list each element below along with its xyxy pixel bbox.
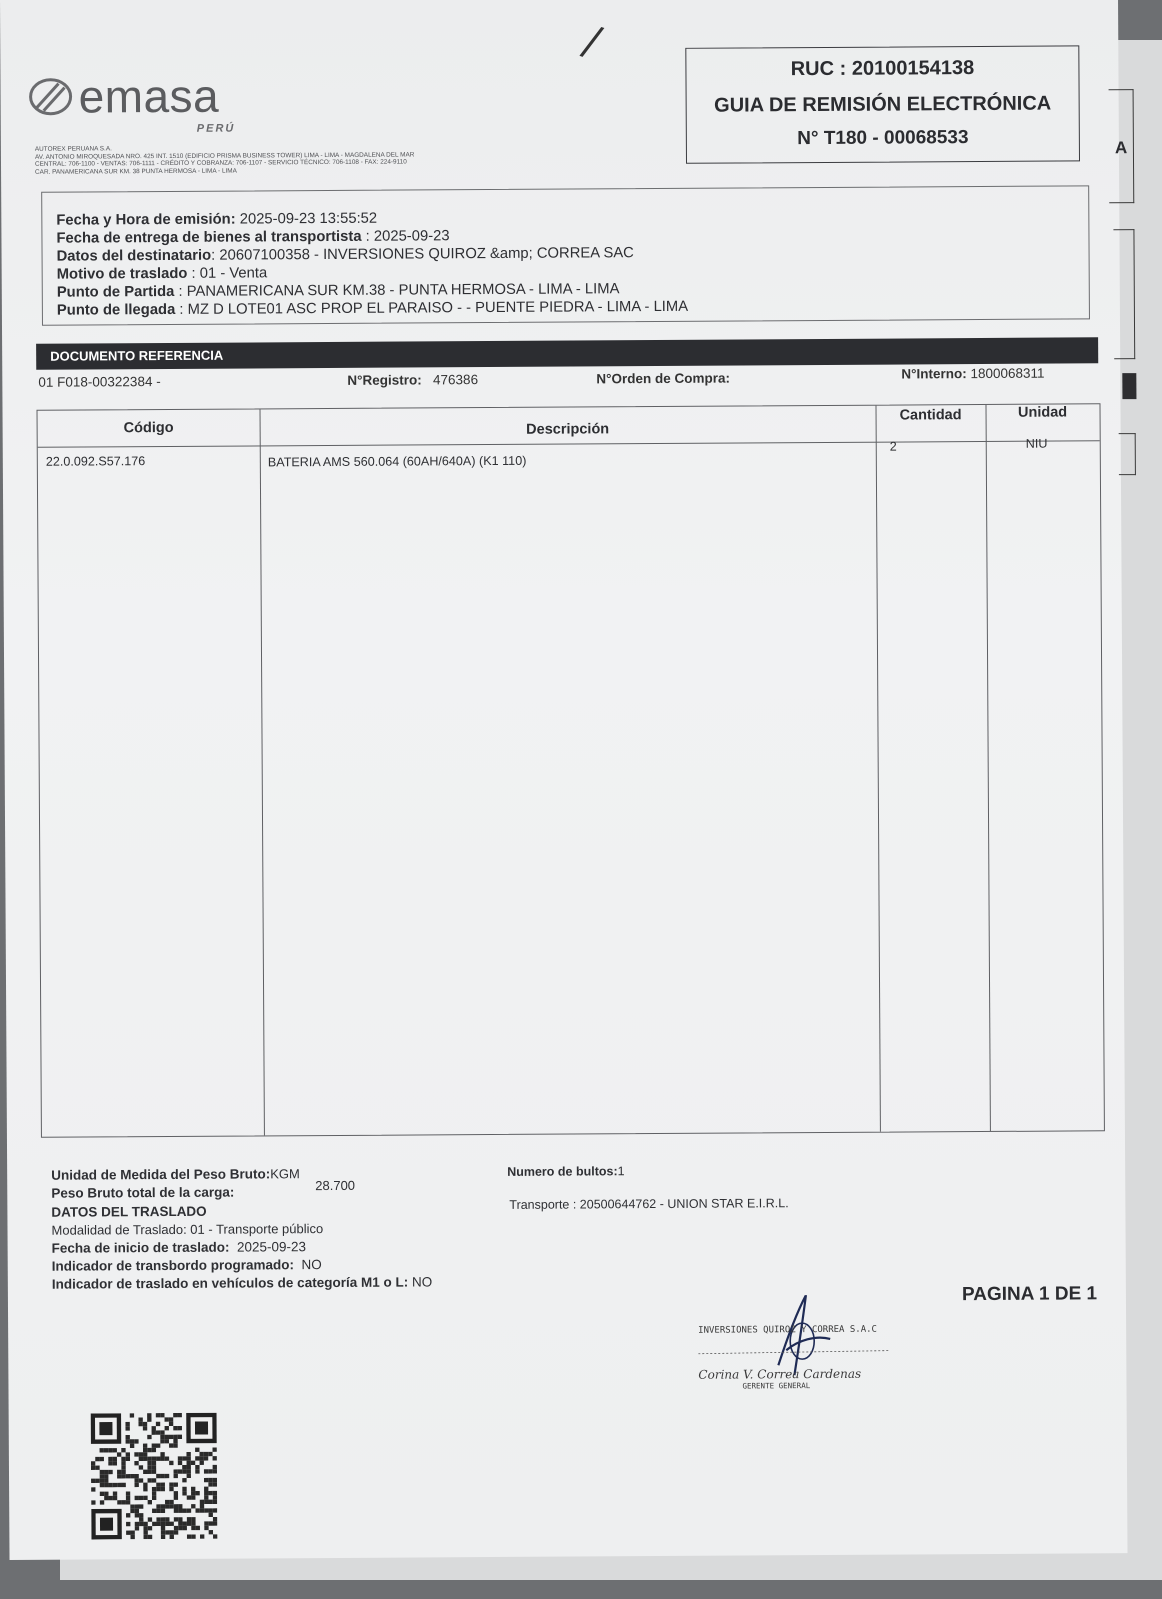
llegada-label: Punto de llegada	[56, 301, 176, 319]
categoria-label: Indicador de traslado en vehículos de categoría M1 o L:	[51, 1274, 409, 1292]
stamp-company: INVERSIONES QUIROZ Y CORREA S.A.C	[698, 1324, 877, 1336]
motivo-value: : 01 - Venta	[187, 265, 268, 282]
side-bracket	[1119, 433, 1136, 475]
column-divider	[875, 406, 880, 1132]
partida-value: : PANAMERICANA SUR KM.38 - PUNTA HERMOSA - LIMA - LIMA	[174, 281, 620, 300]
stamp-signer-role: GERENTE GENERAL	[742, 1381, 811, 1391]
destinatario-value: : 20607100358 - INVERSIONES QUIROZ &amp; CORREA SAC	[211, 245, 634, 264]
fecha-entrega-value: : 2025-09-23	[361, 228, 450, 245]
registro-field	[347, 372, 478, 388]
categoria-value: NO	[411, 1274, 433, 1290]
peso-bruto-value: 28.700	[315, 1177, 356, 1194]
table-header-divider	[38, 440, 1100, 447]
document-type: GUIA DE REMISIÓN ELECTRÓNICA	[714, 92, 1052, 117]
registro-label: N°Registro:	[347, 372, 422, 388]
company-address	[35, 142, 635, 176]
orden-compra-field	[596, 371, 730, 387]
inicio-traslado-value: 2025-09-23	[236, 1239, 307, 1255]
categoria-row	[52, 1274, 432, 1291]
company-name: AUTOREX PERUANA S.A.	[34, 145, 112, 153]
document-number: N° T180 - 00068533	[797, 127, 969, 150]
unidad-peso-value: KGM	[270, 1166, 300, 1182]
documento-referencia-title: DOCUMENTO REFERENCIA	[50, 347, 224, 364]
transporte: Transporte : 20500644762 - UNION STAR E.I.R.L.	[509, 1196, 789, 1212]
bultos-label: Numero de bultos:	[507, 1164, 618, 1179]
row-cantidad: 2	[889, 439, 897, 454]
bultos-value: 1	[617, 1164, 625, 1179]
pen-check-mark: /	[577, 15, 608, 67]
reference-document: 01 F018-00322384 -	[38, 374, 161, 390]
row-unidad: NIU	[1025, 436, 1048, 451]
datos-traslado-title: DATOS DEL TRASLADO	[51, 1203, 207, 1220]
motivo-label: Motivo de traslado	[56, 265, 188, 283]
peso-bruto-label: Peso Bruto total de la carga:	[51, 1184, 235, 1201]
orden-compra-label: N°Orden de Compra:	[596, 370, 731, 387]
company-address-line: AV. ANTONIO MIROQUESADA NRO. 425 INT. 1510 (EDIFICIO PRISMA BUSINESS TOWER) LIMA - LIMA - MAGDALENA DEL MAR	[34, 150, 415, 161]
modalidad-traslado: Modalidad de Traslado: 01 - Transporte público	[51, 1221, 324, 1238]
side-tab-mark	[1122, 373, 1136, 399]
page-number: PAGINA 1 DE 1	[961, 1283, 1098, 1306]
company-warehouse: CAR. PANAMERICANA SUR KM. 38 PUNTA HERMOSA - LIMA - LIMA	[35, 167, 237, 176]
registro-value: 476386	[432, 372, 479, 388]
header-cantidad: Cantidad	[899, 407, 962, 424]
fecha-entrega-row	[56, 228, 449, 246]
emasa-logo-icon	[28, 78, 72, 116]
signature-stamp	[698, 1294, 919, 1415]
motivo-row	[57, 265, 268, 282]
interno-field	[901, 366, 1044, 382]
unidad-peso-label: Unidad de Medida del Peso Bruto:	[51, 1166, 271, 1183]
items-table	[37, 403, 1105, 1137]
interno-label: N°Interno:	[901, 366, 967, 382]
transbordo-label: Indicador de transbordo programado:	[51, 1257, 295, 1274]
qr-code-icon	[91, 1413, 218, 1540]
header-unidad: Unidad	[1017, 404, 1068, 421]
ruc-box	[685, 45, 1080, 163]
handwritten-signature-icon	[698, 1294, 919, 1415]
bultos-row	[507, 1164, 624, 1179]
row-descripcion: BATERIA AMS 560.064 (60AH/640A) (K1 110)	[267, 453, 527, 470]
ruc-number: RUC : 20100154138	[790, 57, 975, 81]
fecha-emision-label: Fecha y Hora de emisión:	[56, 211, 236, 229]
unidad-peso-row	[51, 1166, 300, 1183]
header-descripcion: Descripción	[526, 421, 610, 438]
fecha-entrega-label: Fecha de entrega de bienes al transportista	[56, 228, 362, 247]
inicio-traslado-row	[52, 1239, 306, 1256]
fecha-emision-row	[56, 211, 377, 229]
destinatario-row	[57, 245, 634, 265]
transbordo-row	[52, 1257, 322, 1274]
header-codigo: Código	[123, 419, 174, 437]
column-divider	[260, 409, 265, 1135]
llegada-value: : MZ D LOTE01 ASC PROP EL PARAISO - - PUENTE PIEDRA - LIMA - LIMA	[175, 298, 689, 318]
company-phones: CENTRAL: 706-1100 - VENTAS: 706-1111 - CRÉDITO Y COBRANZA: 706-1107 - SERVICIO TÉCNICO: 706-1108 - FAX: 224-9110	[34, 158, 407, 168]
copy-letter: A	[1114, 138, 1128, 158]
logo-name: emasa	[78, 69, 220, 123]
fecha-emision-value: 2025-09-23 13:55:52	[235, 210, 378, 228]
transbordo-value: NO	[301, 1257, 322, 1273]
partida-row	[57, 281, 620, 300]
side-bracket	[1113, 229, 1135, 359]
destinatario-label: Datos del destinatario	[56, 247, 212, 265]
inicio-traslado-label: Fecha de inicio de traslado:	[51, 1239, 230, 1256]
stamp-signer-name: Corina V. Correa Cardenas	[698, 1366, 862, 1382]
shipment-info-box	[41, 185, 1090, 325]
row-codigo: 22.0.092.S57.176	[45, 454, 146, 469]
partida-label: Punto de Partida	[56, 283, 175, 301]
documento-referencia-bar	[36, 337, 1098, 369]
column-divider	[985, 405, 990, 1131]
interno-value: 1800068311	[970, 365, 1045, 382]
logo-country: PERÚ	[196, 122, 236, 135]
llegada-row	[57, 299, 688, 319]
